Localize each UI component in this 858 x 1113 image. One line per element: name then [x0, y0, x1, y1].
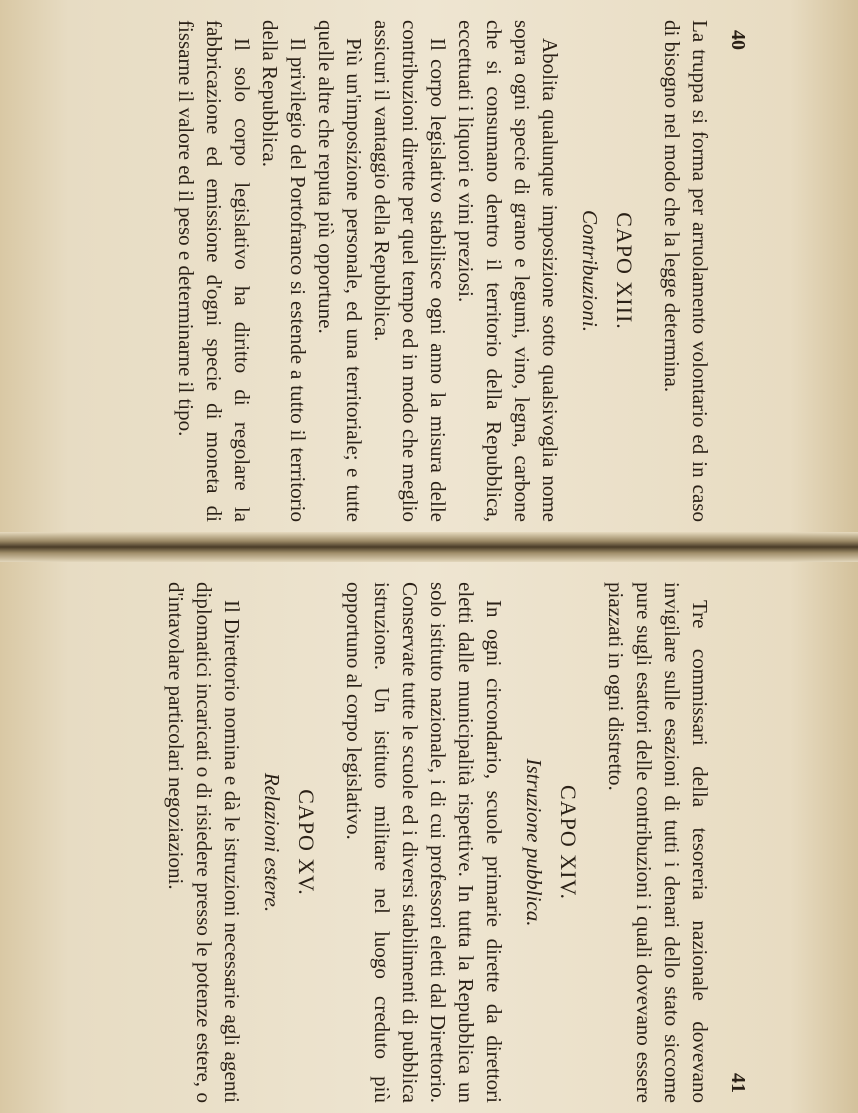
- chapter-heading: CAPO XIII.: [612, 212, 637, 330]
- paragraph: In ogni circondario, scuole primarie dirette da direttori eletti dalle municipalità rispettive. In tutta la Repubblica un solo istituto nazionale, i di cui professori eletti dal Direttorio. Conservate tutte le scuole ed i diversi stabilimenti di pubblica istruzione. Un istituto militare nel luogo creduto più opportuno al corpo legislativo.: [342, 582, 506, 1103]
- right-page-content: [0, 562, 792, 1113]
- page-text: [172, 20, 714, 522]
- left-page-content: [0, 0, 792, 532]
- chapter-subtitle: Relazioni estere.: [260, 772, 284, 913]
- chapter-subtitle: Istruzione pubblica.: [522, 758, 546, 927]
- paragraph: Il solo corpo legislativo ha diritto di regolare la fabbricazione ed emissione d'ogni specie di moneta di fissarne il valore ed il peso e determinarne il tipo.: [174, 20, 254, 522]
- paragraph: Abolita qualunque imposizione sotto qualsivoglia nome sopra ogni specie di grano e legumi, vino, legna, carbone che si consumano dentro il territorio della Repubblica, eccettuati i liquori e vini preziosi.: [454, 20, 562, 522]
- paragraph: Il corpo legislativo stabilisce ogni anno la misura delle contribuzioni dirette per quel tempo ed in modo che meglio assicuri il vantaggio della Repubblica.: [370, 20, 450, 522]
- chapter-heading: CAPO XV.: [294, 789, 319, 896]
- page-number: 41: [727, 1073, 749, 1093]
- chapter-subtitle: Contribuzioni.: [578, 210, 602, 332]
- paragraph: Tre commissari della tesoreria nazionale dovevano invigilare sulle esazioni di tutti i denari dello stato siccome pure sugli esattori delle contribuzioni i quali dovevano essere piazzati in ogni distretto.: [604, 582, 712, 1103]
- paragraph: La truppa si forma per arruolamento volontario ed in caso di bisogno nel modo che la legge determina.: [660, 20, 712, 522]
- paragraph: Più un'imposizione personale, ed una territoriale; e tutte quelle altre che reputa più opportune.: [314, 20, 366, 522]
- page-number: 40: [727, 30, 749, 50]
- book-gutter: [0, 532, 858, 562]
- page-text: [162, 582, 714, 1103]
- paragraph: Il privilegio del Portofranco si estende a tutto il territorio della Repubblica.: [258, 20, 310, 522]
- chapter-heading: CAPO XIV.: [556, 785, 581, 900]
- paragraph: Il Direttorio nomina e dà le istruzioni necessarie agli agenti diplomatici incaricati o di risiedere presso le potenze estere, o d'intavolare particolari negoziazioni.: [164, 582, 244, 1103]
- left-page: [0, 0, 858, 532]
- right-page: [0, 562, 858, 1113]
